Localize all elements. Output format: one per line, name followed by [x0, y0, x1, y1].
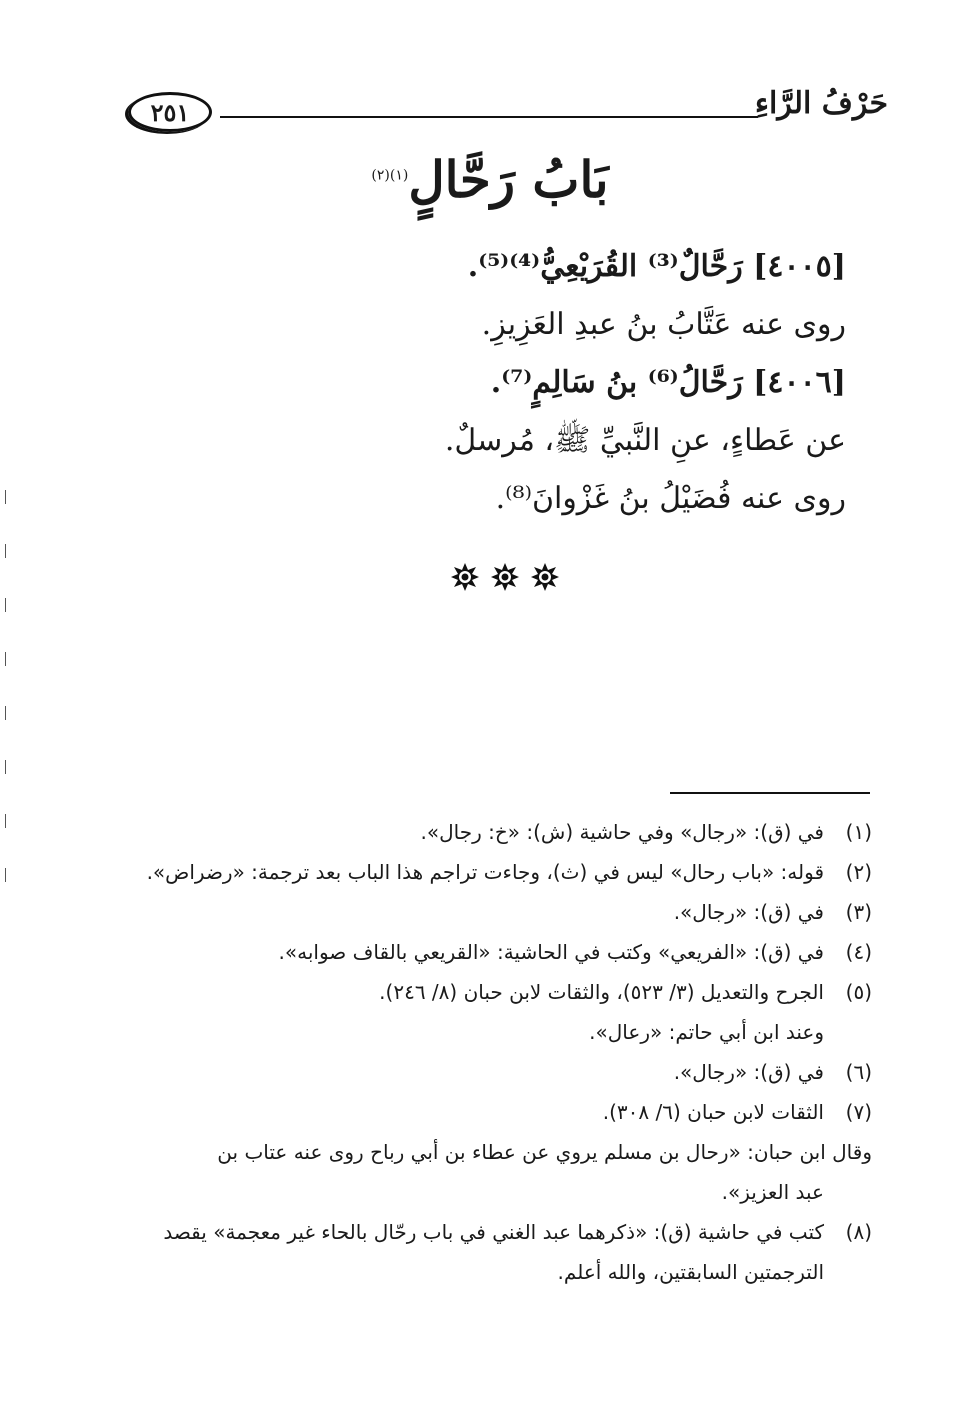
margin-tick	[5, 652, 6, 666]
footnote-text: في (ق): «رجال».	[673, 900, 824, 924]
footnote-separator	[670, 792, 870, 794]
star-ornament-icon	[530, 562, 560, 592]
footnotes	[132, 812, 872, 1292]
header-rule	[220, 116, 758, 118]
margin-tick	[5, 868, 6, 882]
footnote-text: في (ق): «رجال» وفي حاشية (ش): «خ: رجال».	[420, 820, 824, 844]
entry-4006-narrator: روى عنه فُضَيْلُ بنُ غَزْوانَ⁽⁸⁾.	[495, 481, 846, 516]
chapter-title	[300, 150, 680, 209]
margin-tick	[5, 760, 6, 774]
margin-tick	[5, 706, 6, 720]
footnote-text: الجرح والتعديل (٣/ ٥٢٣)، والثقات لابن حبان (٨/ ٢٤٦).	[379, 980, 824, 1004]
footnote-number: (٥)	[845, 980, 872, 1004]
footnote-continuation: وقال ابن حبان: «رحال بن مسلم يروي عن عطاء بن أبي رباح روى عنه عتاب بن	[217, 1140, 872, 1164]
footnote-item	[132, 892, 872, 932]
margin-tick	[5, 814, 6, 828]
footnote-number: (٦)	[845, 1060, 872, 1084]
footnote-number: (٨)	[845, 1220, 872, 1244]
footnote-number: (٤)	[845, 940, 872, 964]
entry-4006-heading: [٤٠٠٦] رَحَّالُ⁽⁶⁾ بنُ سَالِمٍ⁽⁷⁾.	[490, 365, 846, 400]
footnote-text: الثقات لابن حبان (٦/ ٣٠٨).	[602, 1100, 824, 1124]
footnote-continuation: عبد العزيز».	[721, 1180, 824, 1204]
footnote-item	[132, 1212, 872, 1252]
entry-4005-heading: [٤٠٠٥] رَحَّالٌ⁽³⁾ القُرَيْعِيُّ⁽⁴⁾⁽⁵⁾.	[467, 249, 846, 284]
scan-margin-marks	[5, 490, 8, 922]
entry-4005-narrator: روى عنه عَتَّابُ بنُ عبدِ العَزِيزِ.	[481, 307, 846, 342]
section-divider-ornaments	[450, 562, 560, 592]
running-title: حَرْفُ الرَّاءِ	[754, 86, 888, 121]
footnote-number: (٣)	[845, 900, 872, 924]
page-number: ٢٥١	[128, 92, 212, 132]
margin-tick	[5, 544, 6, 558]
footnote-text: في (ق): «الفريعي» وكتب في الحاشية: «القريعي بالقاف صوابه».	[278, 940, 824, 964]
footnote-item	[132, 1092, 872, 1132]
footnote-continuation: الترجمتين السابقتين، والله أعلم.	[557, 1260, 824, 1284]
footnote-number: (٢)	[845, 860, 872, 884]
chapter-title-notes: (١)(٢)	[371, 167, 409, 184]
footnote-item	[132, 932, 872, 972]
footnote-item	[132, 852, 872, 892]
footnote-text: في (ق): «رجال».	[673, 1060, 824, 1084]
footnote-item	[132, 1052, 872, 1092]
footnote-item	[132, 972, 872, 1012]
star-ornament-icon	[450, 562, 480, 592]
footnote-text: قوله: «باب رحال» ليس في (ث)، وجاءت تراجم هذا الباب بعد ترجمة: «رضراض».	[146, 860, 824, 884]
margin-tick	[5, 490, 6, 504]
footnote-continuation: وعند ابن أبي حاتم: «رعال».	[589, 1020, 824, 1044]
entry-4006-chain: عن عَطاءٍ، عنِ النَّبيِّ ﷺ، مُرسلٌ.	[444, 423, 846, 458]
star-ornament-icon	[490, 562, 520, 592]
footnote-number: (٧)	[845, 1100, 872, 1124]
chapter-title-text: بَابُ رَحَّالٍ	[408, 150, 609, 209]
page-header	[128, 86, 888, 142]
footnote-text: كتب في حاشية (ق): «ذكرهما عبد الغني في باب رحّال بالحاء غير معجمة» يقصد	[163, 1220, 824, 1244]
margin-tick	[5, 598, 6, 612]
footnote-number: (١)	[845, 820, 872, 844]
footnote-item	[132, 812, 872, 852]
entries	[226, 238, 846, 528]
